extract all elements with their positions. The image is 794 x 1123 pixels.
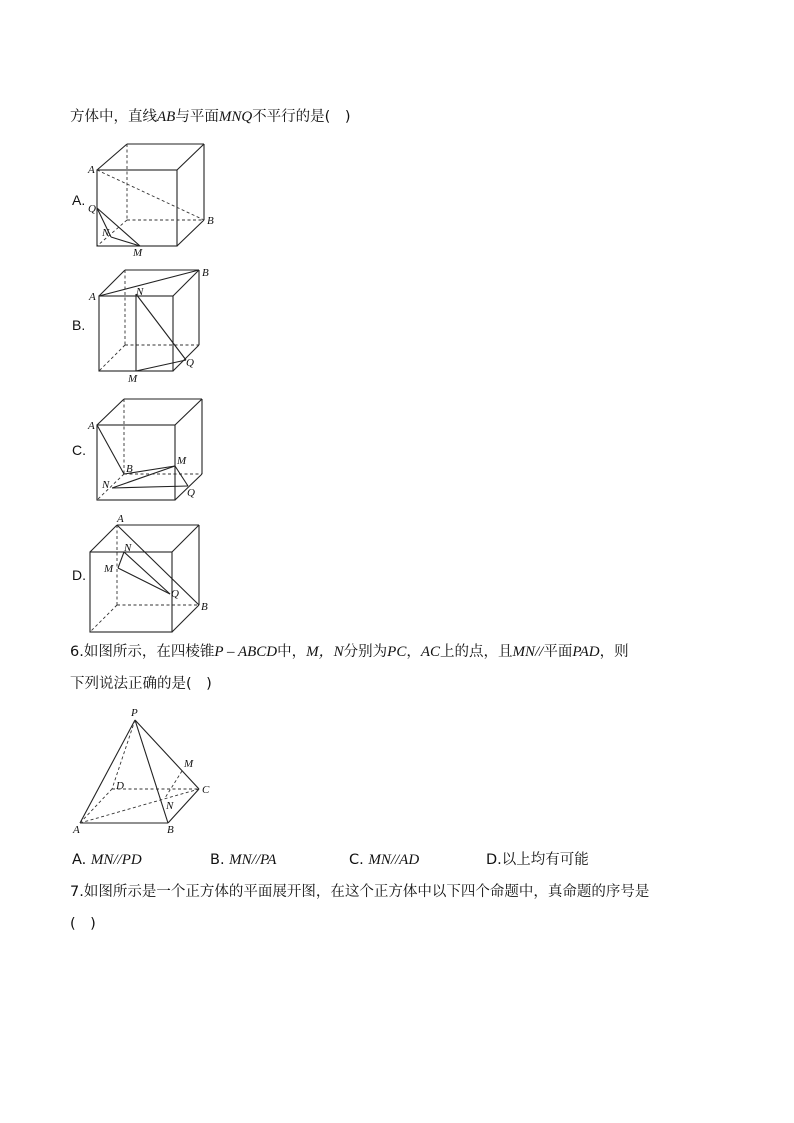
q6-mn-list: M，N: [306, 644, 344, 660]
fig-q6-label-d: D: [116, 780, 124, 792]
q6-choice-a-value: MN//PD: [90, 852, 142, 868]
q6-choice-c[interactable]: [349, 850, 419, 870]
fig-q6-label-p: P: [131, 707, 138, 719]
q6-ac: AC: [420, 644, 440, 660]
q6-choice-a[interactable]: [72, 850, 142, 870]
fig-b-label-n: N: [136, 286, 144, 298]
q6-pc: PC: [387, 644, 407, 660]
cube-figure-d: [90, 513, 208, 632]
fig-q6-label-m: M: [184, 758, 194, 770]
pyramid-figure: [72, 707, 210, 836]
fig-c-label-m: M: [177, 455, 187, 467]
q6-choice-b-value: MN//PA: [229, 852, 277, 868]
q7-stem-line1: 7.如图所示是一个正方体的平面展开图，在这个正方体中以下四个命题中，真命题的序号是: [70, 884, 650, 900]
cube-figure-a: [87, 144, 214, 259]
fig-d-label-n: N: [124, 542, 132, 554]
q5-option-a-label: A.: [72, 192, 86, 208]
q5-stem-ab: AB: [157, 109, 176, 125]
fig-c-label-b: B: [126, 463, 133, 475]
q6-mid3: 上的点，且: [440, 644, 513, 660]
q6-choice-a-label: A.: [72, 852, 87, 868]
fig-a-label-q: Q: [88, 203, 96, 215]
q6-mid1: 中，: [277, 644, 307, 660]
fig-q6-label-b: B: [167, 824, 174, 836]
cube-figure-b: [88, 267, 209, 385]
q6-choice-c-value: MN//AD: [368, 852, 420, 868]
fig-b-label-a: A: [89, 291, 96, 303]
q5-option-b-label: B.: [72, 317, 86, 333]
q6-stem-line1: [70, 642, 629, 662]
fig-b-label-m: M: [128, 373, 138, 385]
fig-d-label-q: Q: [171, 588, 179, 600]
q6-pad: PAD: [572, 644, 600, 660]
fig-a-label-b: B: [207, 215, 214, 227]
q5-stem-prefix: 方体中，直线: [70, 109, 157, 125]
q6-prefix: 6.如图所示，在四棱锥: [70, 644, 215, 660]
fig-a-label-a: A: [88, 164, 95, 176]
q5-option-c-label: C.: [72, 442, 86, 458]
q6-stem-line2: 下列说法正确的是( ): [70, 676, 212, 692]
q5-stem-suffix: 不平行的是( ): [252, 109, 351, 125]
fig-c-label-a: A: [88, 420, 95, 432]
fig-q6-label-c: C: [202, 784, 210, 796]
q5-stem-mid: 与平面: [175, 109, 219, 125]
q6-mn-par: MN//: [512, 644, 544, 660]
q6-choice-d-label: D.: [486, 852, 502, 868]
cube-figure-c: [87, 399, 202, 500]
fig-b-label-q: Q: [186, 357, 194, 369]
fig-c-label-n: N: [102, 479, 110, 491]
fig-d-label-a: A: [117, 513, 124, 525]
q6-choice-b[interactable]: [210, 850, 276, 870]
q5-option-d-label: D.: [72, 567, 86, 583]
fig-q6-label-n: N: [166, 800, 174, 812]
q6-choice-d-value: 以上均有可能: [501, 852, 589, 868]
q6-sep: ，: [406, 644, 421, 660]
fig-d-label-m: M: [104, 563, 114, 575]
q6-choice-d[interactable]: [486, 850, 589, 870]
q5-stem-mnq: MNQ: [218, 109, 253, 125]
q6-choice-c-label: C.: [349, 852, 364, 868]
fig-c-label-q: Q: [187, 487, 195, 499]
q6-pabcd: P – ABCD: [214, 644, 278, 660]
fig-a-label-m: M: [133, 247, 143, 259]
fig-a-label-n: N: [102, 227, 110, 239]
q6-mid2: 分别为: [343, 644, 388, 660]
q6-suffix: ，则: [599, 644, 629, 660]
fig-b-label-b: B: [202, 267, 209, 279]
q7-stem-line2: ( ): [70, 916, 96, 932]
fig-q6-label-a: A: [73, 824, 80, 836]
fig-d-label-b: B: [201, 601, 208, 613]
q6-choice-b-label: B.: [210, 852, 225, 868]
q6-mid4: 平面: [543, 644, 573, 660]
